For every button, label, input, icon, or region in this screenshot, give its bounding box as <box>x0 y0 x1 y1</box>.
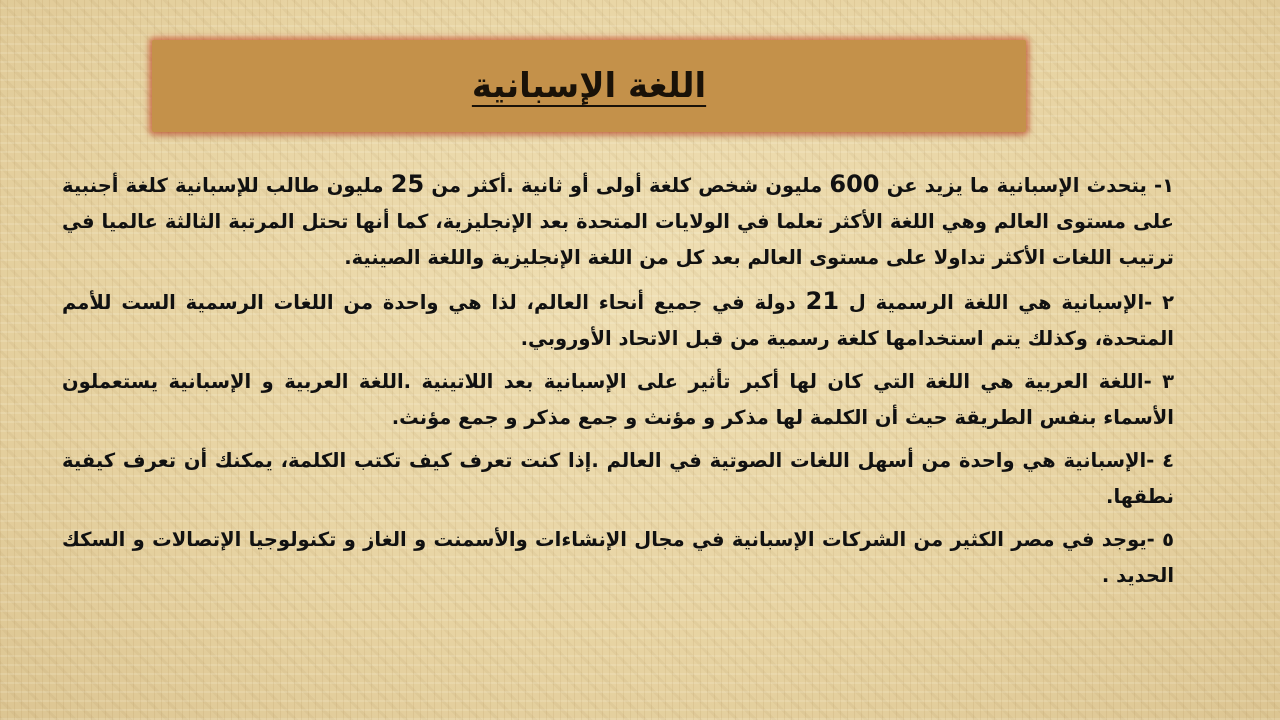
slide-body <box>62 166 1174 706</box>
paragraph-1-text-a: ١- يتحدث الإسبانية ما يزيد عن <box>879 174 1174 197</box>
number-21: 21 <box>805 287 840 315</box>
number-600: 600 <box>829 170 880 198</box>
number-25: 25 <box>390 170 425 198</box>
paragraph-1 <box>62 166 1174 276</box>
paragraph-4: ٤ -الإسبانية هي واحدة من أسهل اللغات الصوتية في العالم .إذا كنت تعرف كيف تكتب الكلمة، يمكنك أن تعرف كيفية نطقها. <box>62 449 1174 508</box>
title-banner <box>152 40 1026 132</box>
paragraph-2-text-b: دولة في جميع أنحاء العالم، لذا هي واحدة من اللغات الرسمية الست للأمم المتحدة، وكذلك يتم استخدامها كلغة رسمية من قبل الاتحاد الأوروبي. <box>62 291 1174 350</box>
paragraph-2-text-a: ٢ -الإسبانية هي اللغة الرسمية ل <box>839 291 1174 314</box>
paragraph-1-text-c: مليون طالب للإسبانية كلغة أجنبية على مستوى العالم وهي اللغة الأكثر تعلما في الولايات المتحدة بعد الإنجليزية، كما أنها تحتل المرتبة الثالثة عالميا في ترتيب اللغات الأكثر تداولا على مستوى العالم بعد كل من اللغة الإنجليزية واللغة الصينية. <box>62 174 1174 269</box>
slide-title: اللغة الإسبانية <box>471 66 707 106</box>
paragraph-3: ٣ -اللغة العربية هي اللغة التي كان لها أكبر تأثير على الإسبانية بعد اللاتينية .اللغة العربية و الإسبانية يستعملون الأسماء بنفس الطريقة حيث أن الكلمة لها مذكر و مؤنث و جمع مذكر و جمع مؤنث. <box>62 370 1174 429</box>
paragraph-1-text-b: مليون شخص كلغة أولى أو ثانية .أكثر من <box>424 174 830 197</box>
paragraph-5: ٥ -يوجد في مصر الكثير من الشركات الإسبانية في مجال الإنشاءات والأسمنت و الغاز و تكنولوجيا الإتصالات و السكك الحديد . <box>62 528 1174 587</box>
paragraph-2 <box>62 283 1174 357</box>
